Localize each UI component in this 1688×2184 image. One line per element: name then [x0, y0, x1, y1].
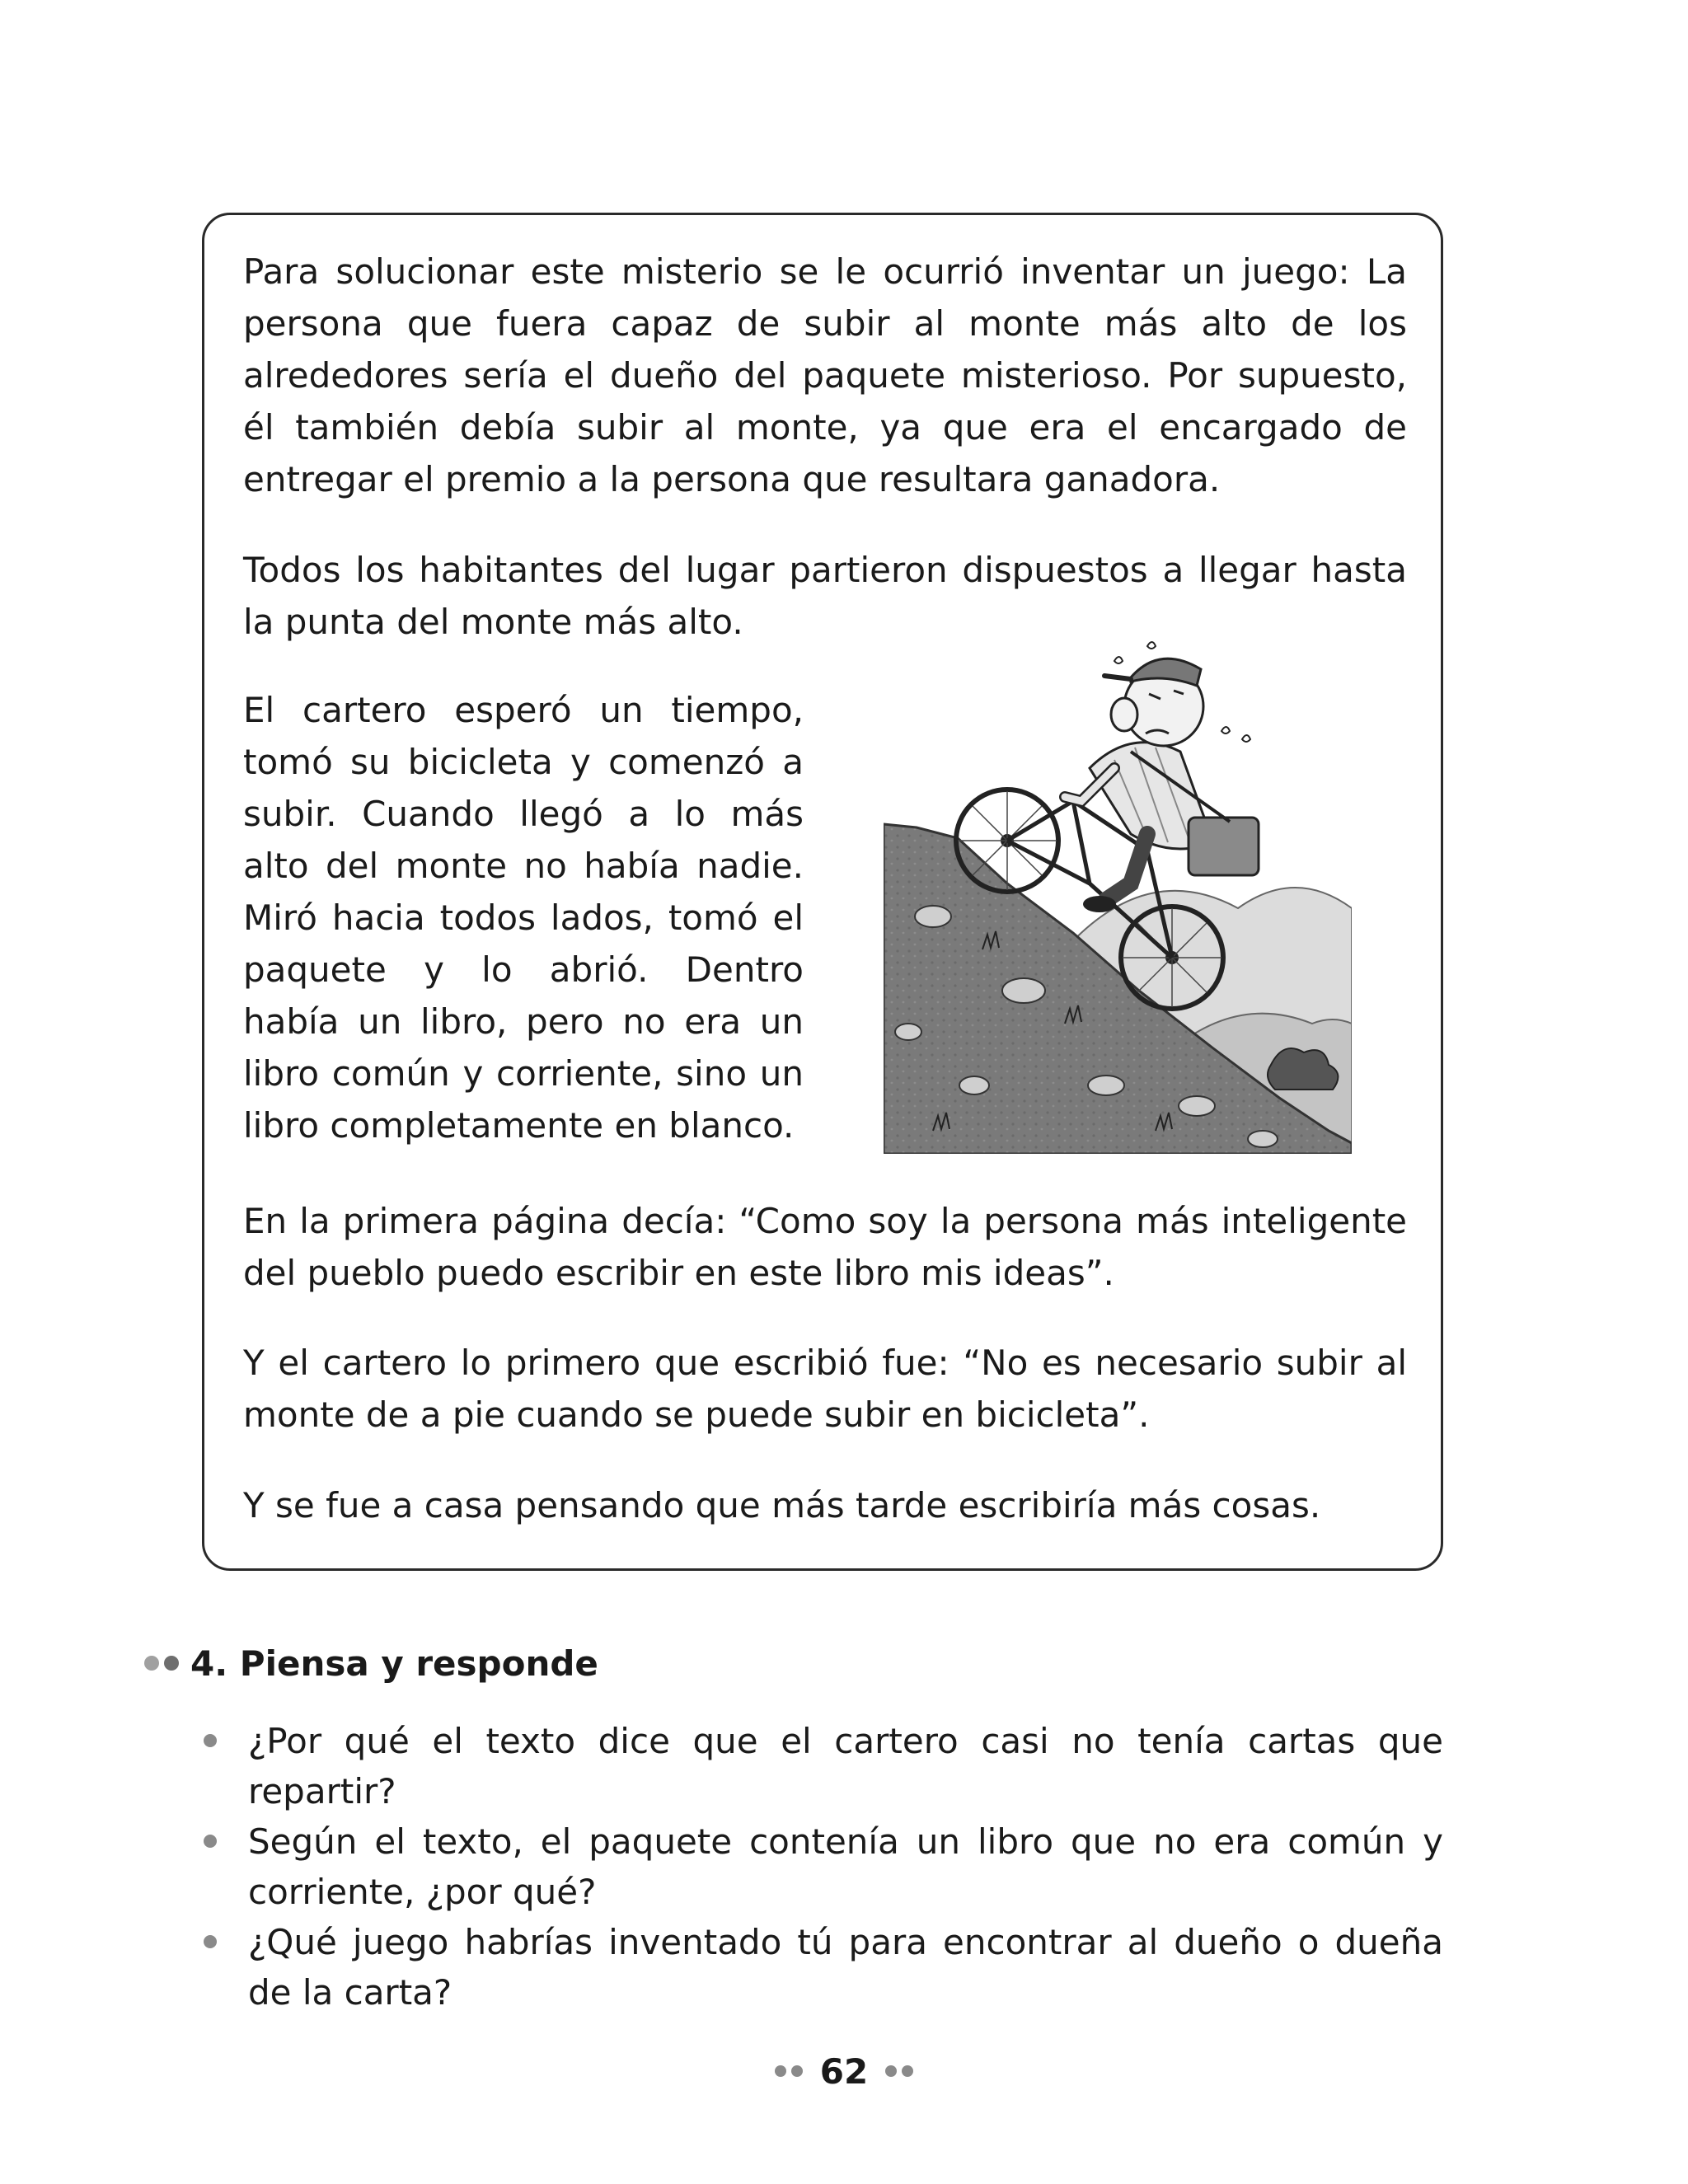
story-paragraph-4: En la primera página decía: “Como soy la persona más inteligente del pueblo puedo escribir en este libro mis ideas”.: [243, 1201, 1407, 1293]
bullet-dot-icon: [902, 2065, 913, 2077]
page-number: 62: [819, 2050, 869, 2092]
bullet-icon: [204, 1835, 217, 1848]
page-footer: [0, 2042, 1688, 2100]
story-paragraph-3: El cartero esperó un tiempo, tomó su bicicleta y comenzó a subir. Cuando llegó a lo más alto del monte no había nadie. Miró hacia todos lados, tomó el paquete y lo abrió. Dentro había un libro, pero no era un libro común y corriente, sino un libro completamente en blanco.: [243, 690, 804, 1146]
bullet-icon: [204, 1935, 217, 1948]
story-paragraph-2: Todos los habitantes del lugar partieron dispuestos a llegar hasta la punta del monte más alto.: [243, 550, 1407, 642]
question-list: [202, 1716, 1443, 2018]
section-heading: [144, 1638, 598, 1688]
story-paragraph-6: Y se fue a casa pensando que más tarde escribiría más cosas.: [243, 1485, 1321, 1526]
section-title: 4. Piensa y responde: [190, 1643, 598, 1684]
question-item: [202, 1716, 1443, 1816]
bullet-dot-icon: [791, 2065, 803, 2077]
question-item: [202, 1816, 1443, 1917]
bullet-dot-icon: [885, 2065, 897, 2077]
story-paragraph-5: Y el cartero lo primero que escribió fue: “No es necesario subir al monte de a pie cuando se puede subir en bicicleta”.: [243, 1343, 1407, 1435]
bullet-dot-icon: [775, 2065, 786, 2077]
bullet-icon: [204, 1734, 217, 1747]
bullet-dot-icon: [164, 1656, 179, 1671]
cyclist-illustration: [884, 636, 1352, 1154]
question-text: ¿Qué juego habrías inventado tú para encontrar al dueño o dueña de la carta?: [248, 1922, 1443, 2013]
question-item: [202, 1917, 1443, 2018]
question-text: ¿Por qué el texto dice que el cartero casi no tenía cartas que repartir?: [248, 1721, 1443, 1811]
story-paragraph-1: Para solucionar este misterio se le ocurrió inventar un juego: La persona que fuera capaz de subir al monte más alto de los alrededores sería el dueño del paquete misterioso. Por supuesto, él también debía subir al monte, ya que era el encargado de entregar el premio a la persona que resultara ganadora.: [243, 251, 1407, 499]
question-text: Según el texto, el paquete contenía un libro que no era común y corriente, ¿por qué?: [248, 1821, 1443, 1912]
bullet-dot-icon: [144, 1656, 159, 1671]
